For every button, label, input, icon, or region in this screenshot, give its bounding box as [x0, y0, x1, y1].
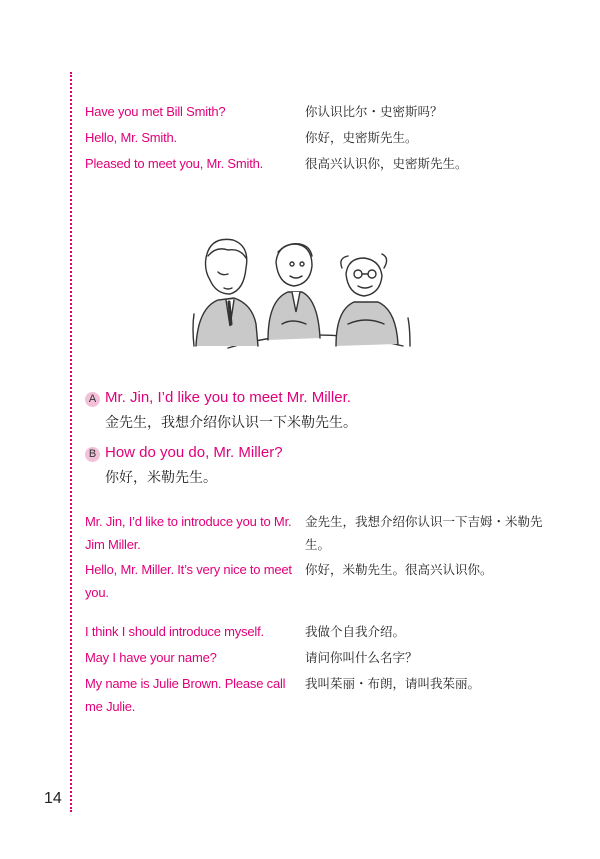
speaker-badge: B: [85, 447, 100, 462]
phrase-en: I think I should introduce myself.: [85, 624, 264, 639]
phrase-en: Have you met Bill Smith?: [85, 104, 226, 119]
phrase-en: My name is Julie Brown. Please call me Julie.: [85, 676, 286, 714]
dotted-margin-line: [70, 72, 72, 812]
phrase-en: Hello, Mr. Miller. It’s very nice to meet you.: [85, 562, 292, 600]
speaker-badge: A: [85, 392, 100, 407]
phrase-zh: 你认识比尔・史密斯吗？: [305, 104, 443, 119]
dialogue-zh: 你好，米勒先生。: [105, 470, 217, 486]
phrase-zh: 很高兴认识你，史密斯先生。: [305, 156, 468, 171]
dialogue-en: Mr. Jin, I’d like you to meet Mr. Miller.: [105, 389, 351, 406]
phrase-en: Mr. Jin, I’d like to introduce you to Mr. Jim Miller.: [85, 514, 292, 552]
phrase-en: May I have your name?: [85, 650, 217, 665]
dialogue-zh: 金先生，我想介绍你认识一下米勒先生。: [105, 415, 357, 431]
phrase-zh: 我做个自我介绍。: [305, 624, 406, 639]
three-men-meeting-icon: [188, 228, 428, 358]
phrase-zh: 金先生，我想介绍你认识一下吉姆・米勒先生。: [305, 514, 543, 552]
phrase-zh: 你好，史密斯先生。: [305, 130, 418, 145]
dialogue-en: How do you do, Mr. Miller?: [105, 444, 283, 461]
phrase-zh: 请问你叫什么名字？: [305, 650, 418, 665]
phrase-zh: 你好，米勒先生。很高兴认识你。: [305, 562, 493, 577]
page-number: 14: [44, 790, 62, 807]
phrase-en: Pleased to meet you, Mr. Smith.: [85, 156, 264, 171]
phrase-en: Hello, Mr. Smith.: [85, 130, 177, 145]
phrase-zh: 我叫茱丽・布朗，请叫我茱丽。: [305, 676, 481, 691]
